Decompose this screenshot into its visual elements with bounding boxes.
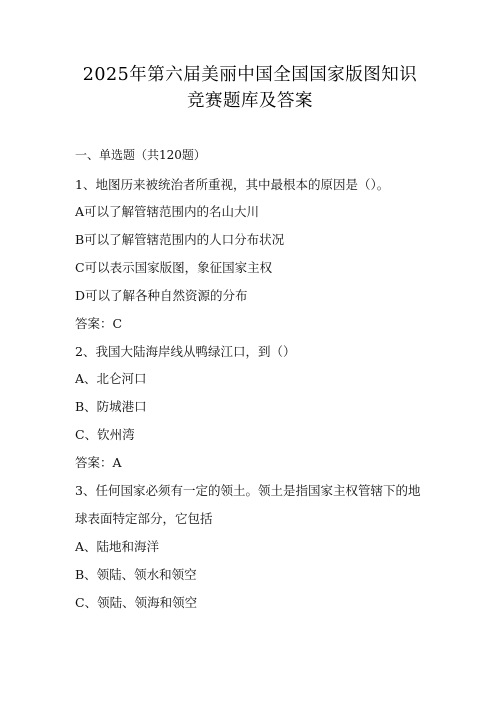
question-3-option-b: B、领陆、领水和领空 — [75, 567, 197, 582]
question-3-option-a: A、陆地和海洋 — [75, 539, 160, 554]
question-3-option-c: C、领陆、领海和领空 — [75, 595, 198, 610]
question-1-option-c: C可以表示国家版图，象征国家主权 — [75, 260, 273, 275]
question-3-stem-line-2: 球表面特定部分，它包括 — [75, 511, 213, 526]
question-2-answer: 答案：A — [75, 455, 122, 470]
question-1-stem: 1、地图历来被统治者所重视，其中最根本的原因是（）。 — [75, 177, 390, 192]
question-1-answer: 答案：C — [75, 316, 123, 331]
section-heading: 一、单选题（共120题） — [75, 148, 206, 162]
question-1-option-a: A可以了解管辖范围内的名山大川 — [75, 204, 260, 219]
question-1-option-b: B可以了解管辖范围内的人口分布状况 — [75, 232, 285, 247]
question-1-option-d: D可以了解各种自然资源的分布 — [75, 288, 248, 303]
document-title-line-1: 2025年第六届美丽中国全国国家版图知识 — [82, 65, 418, 85]
question-3-stem-line-1: 3、任何国家必须有一定的领土。领土是指国家主权管辖下的地 — [75, 483, 421, 498]
question-2-stem: 2、我国大陆海岸线从鸭绿江口，到（） — [75, 344, 296, 359]
question-2-option-a: A、北仑河口 — [75, 371, 147, 386]
document-title-line-2: 竞赛题库及答案 — [187, 91, 313, 111]
question-2-option-c: C、钦州湾 — [75, 427, 135, 442]
question-2-option-b: B、防城港口 — [75, 399, 147, 414]
